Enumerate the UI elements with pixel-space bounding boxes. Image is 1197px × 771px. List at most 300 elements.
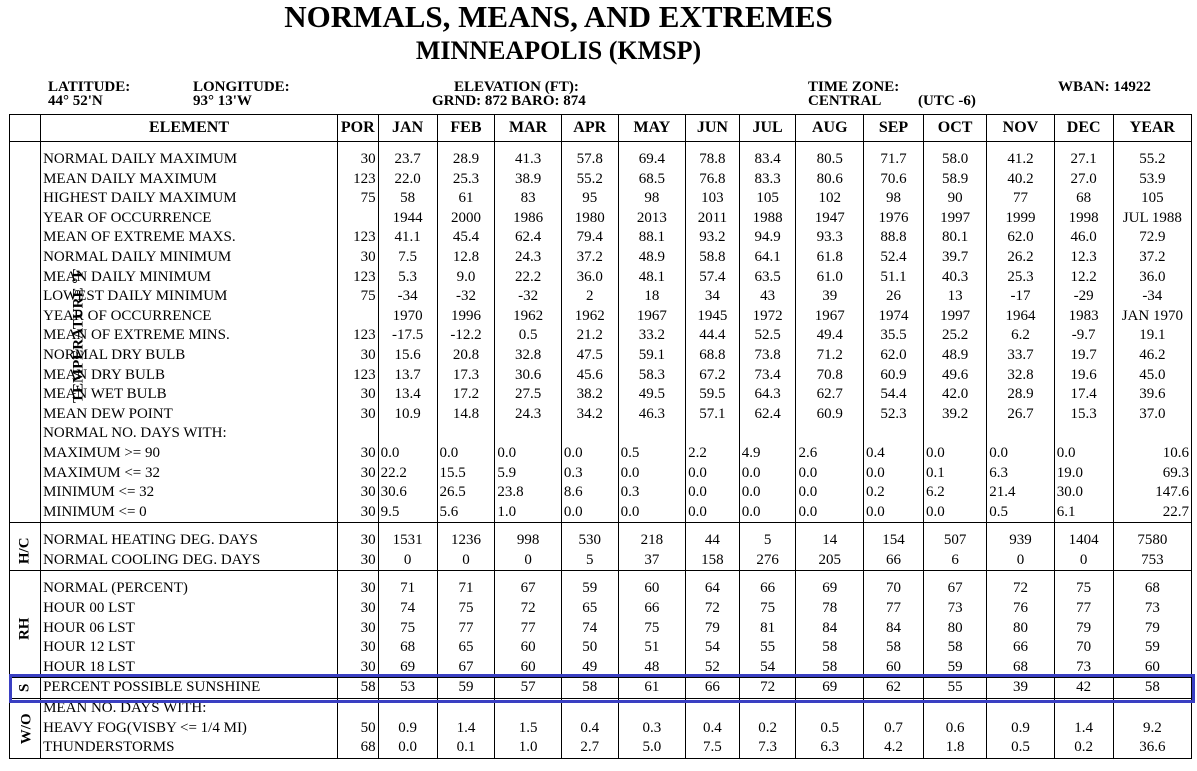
por-cell: [337, 424, 378, 444]
value-cell: 75: [739, 599, 796, 619]
value-cell: 30.6: [495, 366, 561, 386]
page-title: NORMALS, MEANS, AND EXTREMES: [284, 0, 833, 34]
value-cell: 38.9: [495, 170, 561, 190]
value-cell: 59: [561, 571, 618, 599]
value-cell: 79: [686, 619, 740, 639]
por-cell: 58: [337, 678, 378, 699]
value-cell: [1054, 424, 1113, 444]
value-cell: 27.1: [1054, 142, 1113, 170]
por-cell: 30: [337, 638, 378, 658]
value-cell: 36.0: [1113, 268, 1191, 288]
value-cell: 28.9: [437, 142, 495, 170]
element-label: MEAN DRY BULB: [41, 366, 338, 386]
value-cell: 1976: [863, 209, 923, 229]
value-cell: 0.5: [618, 444, 686, 464]
table-row: [10, 599, 1192, 619]
value-cell: 83: [495, 189, 561, 209]
element-label: NORMAL NO. DAYS WITH:: [41, 424, 338, 444]
value-cell: 24.3: [495, 405, 561, 425]
value-cell: 80: [987, 619, 1055, 639]
value-cell: 48.9: [618, 248, 686, 268]
table-row: [10, 658, 1192, 678]
value-cell: 59: [1113, 638, 1191, 658]
value-cell: 0.0: [987, 444, 1055, 464]
value-cell: 62.4: [739, 405, 796, 425]
value-cell: 0.9: [378, 719, 437, 739]
value-cell: 73.4: [739, 366, 796, 386]
value-cell: 75: [437, 599, 495, 619]
value-cell: 0.0: [923, 444, 986, 464]
value-cell: 6.1: [1054, 503, 1113, 523]
table-row: [10, 142, 1192, 170]
value-cell: 0.0: [739, 483, 796, 503]
value-cell: 37.2: [1113, 248, 1191, 268]
value-cell: 1.4: [437, 719, 495, 739]
value-cell: 61: [437, 189, 495, 209]
section-label-text: RH: [16, 617, 33, 640]
value-cell: 1972: [739, 307, 796, 327]
value-cell: 1983: [1054, 307, 1113, 327]
value-cell: 45.0: [1113, 366, 1191, 386]
table-row: [10, 170, 1192, 190]
value-cell: 58: [796, 638, 864, 658]
value-cell: [987, 424, 1055, 444]
value-cell: 25.3: [437, 170, 495, 190]
value-cell: 0.0: [863, 464, 923, 484]
value-cell: 40.2: [987, 170, 1055, 190]
value-cell: 1980: [561, 209, 618, 229]
value-cell: 54: [686, 638, 740, 658]
value-cell: 0.5: [987, 503, 1055, 523]
value-cell: 73: [1054, 658, 1113, 678]
element-label: MINIMUM <= 32: [41, 483, 338, 503]
header-jun: JUN: [686, 115, 740, 142]
value-cell: 27.5: [495, 385, 561, 405]
value-cell: 42: [1054, 678, 1113, 699]
table-row: [10, 228, 1192, 248]
section-label-weather-other: [10, 699, 41, 759]
value-cell: 0.1: [923, 464, 986, 484]
value-cell: 21.2: [561, 326, 618, 346]
value-cell: 0.0: [686, 503, 740, 523]
value-cell: 1999: [987, 209, 1055, 229]
value-cell: 9.5: [378, 503, 437, 523]
value-cell: 44: [686, 523, 740, 551]
table-row: [10, 638, 1192, 658]
por-cell: [337, 699, 378, 719]
value-cell: -9.7: [1054, 326, 1113, 346]
value-cell: 88.1: [618, 228, 686, 248]
value-cell: [686, 699, 740, 719]
value-cell: 1947: [796, 209, 864, 229]
value-cell: 73: [1113, 599, 1191, 619]
value-cell: 13: [923, 287, 986, 307]
value-cell: 60.9: [863, 366, 923, 386]
value-cell: 37.0: [1113, 405, 1191, 425]
value-cell: 26.5: [437, 483, 495, 503]
por-cell: 30: [337, 346, 378, 366]
header-oct: OCT: [923, 115, 986, 142]
value-cell: 1988: [739, 209, 796, 229]
value-cell: 0.3: [618, 719, 686, 739]
value-cell: 1970: [378, 307, 437, 327]
value-cell: 9.2: [1113, 719, 1191, 739]
element-label: HOUR 06 LST: [41, 619, 338, 639]
element-label: NORMAL HEATING DEG. DAYS: [41, 523, 338, 551]
elevation-label: ELEVATION (FT):: [454, 79, 579, 95]
value-cell: 23.8: [495, 483, 561, 503]
table-row: [10, 287, 1192, 307]
element-label: LOWEST DAILY MINIMUM: [41, 287, 338, 307]
value-cell: 49.5: [618, 385, 686, 405]
table-row: [10, 268, 1192, 288]
value-cell: 12.3: [1054, 248, 1113, 268]
value-cell: 47.5: [561, 346, 618, 366]
value-cell: 50: [561, 638, 618, 658]
element-label: MEAN DAILY MAXIMUM: [41, 170, 338, 190]
value-cell: 77: [1054, 599, 1113, 619]
value-cell: 57.1: [686, 405, 740, 425]
value-cell: 48.1: [618, 268, 686, 288]
value-cell: 7580: [1113, 523, 1191, 551]
value-cell: 0: [495, 551, 561, 571]
value-cell: 4.9: [739, 444, 796, 464]
table-row: [10, 248, 1192, 268]
value-cell: 0.0: [796, 464, 864, 484]
value-cell: 51.1: [863, 268, 923, 288]
value-cell: 60: [863, 658, 923, 678]
por-cell: 30: [337, 483, 378, 503]
por-cell: 123: [337, 170, 378, 190]
value-cell: [739, 424, 796, 444]
value-cell: 98: [618, 189, 686, 209]
table-row: [10, 326, 1192, 346]
value-cell: 62.0: [987, 228, 1055, 248]
value-cell: 15.5: [437, 464, 495, 484]
element-label: THUNDERSTORMS: [41, 738, 338, 758]
header-mar: MAR: [495, 115, 561, 142]
table-row: [10, 405, 1192, 425]
header-apr: APR: [561, 115, 618, 142]
value-cell: 64.1: [739, 248, 796, 268]
value-cell: 1997: [923, 307, 986, 327]
table-row: [10, 719, 1192, 739]
value-cell: 45.4: [437, 228, 495, 248]
value-cell: 0: [987, 551, 1055, 571]
value-cell: 36.0: [561, 268, 618, 288]
value-cell: 17.2: [437, 385, 495, 405]
value-cell: 60: [495, 658, 561, 678]
value-cell: JAN 1970: [1113, 307, 1191, 327]
value-cell: 1996: [437, 307, 495, 327]
value-cell: 75: [378, 619, 437, 639]
value-cell: 2011: [686, 209, 740, 229]
section-label-text: TEMPERATURE °F: [70, 268, 87, 404]
value-cell: 103: [686, 189, 740, 209]
value-cell: 71: [378, 571, 437, 599]
value-cell: 32.8: [495, 346, 561, 366]
value-cell: 0.2: [863, 483, 923, 503]
value-cell: 22.7: [1113, 503, 1191, 523]
latitude-value: 44° 52'N: [48, 93, 103, 109]
value-cell: 58.0: [923, 142, 986, 170]
value-cell: 64: [686, 571, 740, 599]
value-cell: 79: [1054, 619, 1113, 639]
por-cell: 30: [337, 599, 378, 619]
value-cell: 0: [378, 551, 437, 571]
value-cell: 66: [739, 571, 796, 599]
value-cell: 60: [1113, 658, 1191, 678]
value-cell: 15.3: [1054, 405, 1113, 425]
value-cell: 2.6: [796, 444, 864, 464]
por-cell: 123: [337, 268, 378, 288]
header-may: MAY: [618, 115, 686, 142]
value-cell: 26.7: [987, 405, 1055, 425]
value-cell: [618, 699, 686, 719]
value-cell: 62.0: [863, 346, 923, 366]
value-cell: 0.2: [1054, 738, 1113, 758]
value-cell: 42.0: [923, 385, 986, 405]
value-cell: 58: [561, 678, 618, 699]
element-label: PERCENT POSSIBLE SUNSHINE: [41, 678, 338, 699]
value-cell: 38.2: [561, 385, 618, 405]
value-cell: 68: [1113, 571, 1191, 599]
value-cell: 54.4: [863, 385, 923, 405]
value-cell: 48.9: [923, 346, 986, 366]
value-cell: 28.9: [987, 385, 1055, 405]
value-cell: 98: [863, 189, 923, 209]
value-cell: 1967: [796, 307, 864, 327]
value-cell: 78.8: [686, 142, 740, 170]
element-label: MAXIMUM <= 32: [41, 464, 338, 484]
longitude-value: 93° 13'W: [193, 93, 252, 109]
value-cell: 0.4: [561, 719, 618, 739]
value-cell: 60.9: [796, 405, 864, 425]
normals-table: [9, 114, 1192, 759]
value-cell: 68: [987, 658, 1055, 678]
timezone-value: CENTRAL: [808, 93, 882, 109]
value-cell: 46.3: [618, 405, 686, 425]
value-cell: 0.0: [686, 464, 740, 484]
timezone-utc: (UTC -6): [918, 93, 976, 109]
value-cell: 0.0: [796, 483, 864, 503]
value-cell: 71.2: [796, 346, 864, 366]
value-cell: 1236: [437, 523, 495, 551]
value-cell: 57.4: [686, 268, 740, 288]
value-cell: 67: [495, 571, 561, 599]
value-cell: 58.3: [618, 366, 686, 386]
por-cell: 68: [337, 738, 378, 758]
value-cell: 30.0: [1054, 483, 1113, 503]
value-cell: 25.2: [923, 326, 986, 346]
value-cell: 36.6: [1113, 738, 1191, 758]
value-cell: 55: [739, 638, 796, 658]
value-cell: 46.2: [1113, 346, 1191, 366]
value-cell: 23.7: [378, 142, 437, 170]
value-cell: 51: [618, 638, 686, 658]
value-cell: 753: [1113, 551, 1191, 571]
value-cell: 1962: [495, 307, 561, 327]
value-cell: 1.8: [923, 738, 986, 758]
value-cell: 5.3: [378, 268, 437, 288]
section-label-text: H/C: [16, 537, 33, 565]
value-cell: 19.1: [1113, 326, 1191, 346]
value-cell: 1997: [923, 209, 986, 229]
value-cell: [378, 424, 437, 444]
header-jan: JAN: [378, 115, 437, 142]
value-cell: [796, 424, 864, 444]
value-cell: [495, 699, 561, 719]
element-label: MEAN DEW POINT: [41, 405, 338, 425]
value-cell: 63.5: [739, 268, 796, 288]
value-cell: 46.0: [1054, 228, 1113, 248]
value-cell: 0.3: [561, 464, 618, 484]
value-cell: 60: [618, 571, 686, 599]
value-cell: 84: [863, 619, 923, 639]
value-cell: 94.9: [739, 228, 796, 248]
table-row: [10, 678, 1192, 699]
value-cell: 30.6: [378, 483, 437, 503]
value-cell: 2.2: [686, 444, 740, 464]
value-cell: 0.0: [561, 503, 618, 523]
por-cell: 30: [337, 444, 378, 464]
table-row: [10, 464, 1192, 484]
value-cell: 72: [987, 571, 1055, 599]
value-cell: 1986: [495, 209, 561, 229]
value-cell: 79: [1113, 619, 1191, 639]
value-cell: 2.7: [561, 738, 618, 758]
value-cell: 19.6: [1054, 366, 1113, 386]
value-cell: 18: [618, 287, 686, 307]
value-cell: 17.3: [437, 366, 495, 386]
value-cell: 43: [739, 287, 796, 307]
table-row: [10, 307, 1192, 327]
section-label-heating-cooling: [10, 523, 41, 571]
value-cell: 80.1: [923, 228, 986, 248]
header-year: YEAR: [1113, 115, 1191, 142]
table-header-row: [10, 115, 1192, 142]
table-row: [10, 619, 1192, 639]
value-cell: 73: [923, 599, 986, 619]
value-cell: 0.7: [863, 719, 923, 739]
header-element: ELEMENT: [41, 115, 338, 142]
element-label: HOUR 18 LST: [41, 658, 338, 678]
header-feb: FEB: [437, 115, 495, 142]
element-label: MEAN DAILY MINIMUM: [41, 268, 338, 288]
value-cell: 64.3: [739, 385, 796, 405]
value-cell: 66: [863, 551, 923, 571]
por-cell: 123: [337, 366, 378, 386]
value-cell: 0: [1054, 551, 1113, 571]
por-cell: 30: [337, 464, 378, 484]
value-cell: 1974: [863, 307, 923, 327]
value-cell: 41.3: [495, 142, 561, 170]
table-body: [10, 142, 1192, 759]
value-cell: 55.2: [561, 170, 618, 190]
value-cell: 59: [437, 678, 495, 699]
header-por: POR: [337, 115, 378, 142]
value-cell: 83.4: [739, 142, 796, 170]
value-cell: 1531: [378, 523, 437, 551]
value-cell: 13.7: [378, 366, 437, 386]
table-row: [10, 424, 1192, 444]
por-cell: 123: [337, 228, 378, 248]
por-cell: 30: [337, 571, 378, 599]
value-cell: [863, 699, 923, 719]
value-cell: 62.4: [495, 228, 561, 248]
value-cell: 9.0: [437, 268, 495, 288]
value-cell: JUL 1988: [1113, 209, 1191, 229]
value-cell: 14: [796, 523, 864, 551]
value-cell: 276: [739, 551, 796, 571]
value-cell: 70: [863, 571, 923, 599]
value-cell: 1404: [1054, 523, 1113, 551]
value-cell: 73.8: [739, 346, 796, 366]
value-cell: 79.4: [561, 228, 618, 248]
value-cell: 68.5: [618, 170, 686, 190]
value-cell: 507: [923, 523, 986, 551]
value-cell: 19.7: [1054, 346, 1113, 366]
value-cell: -32: [437, 287, 495, 307]
value-cell: 34.2: [561, 405, 618, 425]
value-cell: 105: [739, 189, 796, 209]
value-cell: 76: [987, 599, 1055, 619]
value-cell: 53: [378, 678, 437, 699]
value-cell: 33.2: [618, 326, 686, 346]
value-cell: 218: [618, 523, 686, 551]
header-blank: [10, 115, 41, 142]
value-cell: 77: [495, 619, 561, 639]
value-cell: 17.4: [1054, 385, 1113, 405]
table-row: [10, 483, 1192, 503]
value-cell: 58: [923, 638, 986, 658]
value-cell: 0.6: [923, 719, 986, 739]
value-cell: 6.2: [923, 483, 986, 503]
value-cell: 58: [863, 638, 923, 658]
table-row: [10, 209, 1192, 229]
page-subtitle: MINNEAPOLIS (KMSP): [415, 36, 702, 65]
value-cell: 6.3: [987, 464, 1055, 484]
value-cell: 158: [686, 551, 740, 571]
por-cell: [337, 307, 378, 327]
element-label: HOUR 00 LST: [41, 599, 338, 619]
value-cell: 2000: [437, 209, 495, 229]
value-cell: 48: [618, 658, 686, 678]
value-cell: 53.9: [1113, 170, 1191, 190]
value-cell: 15.6: [378, 346, 437, 366]
value-cell: 59: [923, 658, 986, 678]
value-cell: 33.7: [987, 346, 1055, 366]
value-cell: -17: [987, 287, 1055, 307]
value-cell: 32.8: [987, 366, 1055, 386]
value-cell: 71.7: [863, 142, 923, 170]
value-cell: 45.6: [561, 366, 618, 386]
por-cell: 30: [337, 523, 378, 551]
value-cell: [618, 424, 686, 444]
value-cell: 77: [987, 189, 1055, 209]
value-cell: 67: [437, 658, 495, 678]
value-cell: 60: [495, 638, 561, 658]
value-cell: -17.5: [378, 326, 437, 346]
element-label: MEAN OF EXTREME MINS.: [41, 326, 338, 346]
value-cell: 76.8: [686, 170, 740, 190]
table-row: [10, 523, 1192, 551]
value-cell: 84: [796, 619, 864, 639]
value-cell: 105: [1113, 189, 1191, 209]
value-cell: 69.4: [618, 142, 686, 170]
element-label: HIGHEST DAILY MAXIMUM: [41, 189, 338, 209]
value-cell: 52.3: [863, 405, 923, 425]
